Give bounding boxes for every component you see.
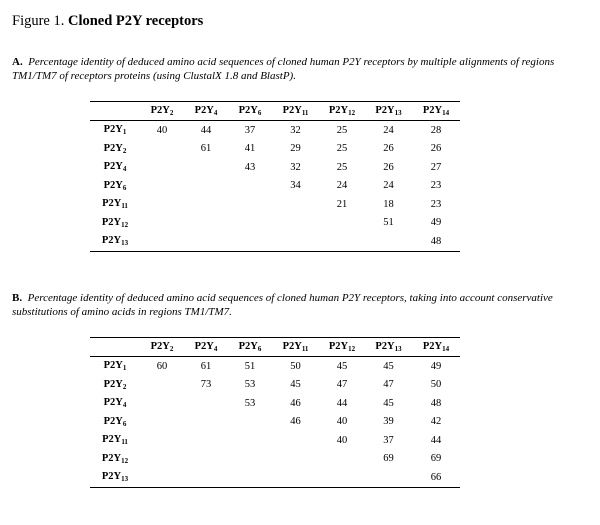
table-row: [90, 413, 460, 432]
table-row: [90, 431, 460, 450]
receptor-name: P2Y: [103, 179, 123, 191]
identity-value: 27: [430, 161, 442, 173]
identity-value: [319, 468, 365, 487]
identity-value: 66: [412, 468, 460, 487]
identity-value: [184, 232, 228, 251]
receptor-subscript: 13: [121, 475, 129, 484]
identity-value: [184, 431, 228, 450]
receptor-name: P2Y: [101, 235, 122, 247]
identity-value: 60: [156, 360, 168, 372]
identity-value: 25: [336, 143, 348, 155]
receptor-subscript: 6: [257, 345, 262, 353]
caption-b-letter: B.: [12, 292, 23, 304]
identity-value: 25: [336, 124, 348, 136]
identity-value: 32: [290, 161, 301, 173]
row-header: [90, 158, 140, 177]
identity-value: [140, 158, 184, 177]
identity-value: 24: [383, 124, 394, 136]
identity-value: 69: [383, 453, 394, 465]
identity-value: 48: [412, 232, 460, 251]
identity-value: 46: [290, 416, 301, 428]
receptor-subscript: 6: [122, 419, 127, 428]
receptor-subscript: 11: [301, 345, 309, 353]
identity-value: 48: [430, 397, 442, 409]
table-row: [90, 158, 460, 177]
identity-value: 47: [383, 379, 394, 391]
receptor-name: P2Y: [103, 360, 123, 372]
identity-value: 43: [244, 161, 256, 173]
column-header: [272, 338, 319, 357]
table-row: [90, 468, 460, 487]
column-header: [365, 102, 412, 121]
identity-value: 45: [290, 379, 301, 391]
identity-value: 44: [336, 397, 348, 409]
receptor-name: P2Y: [194, 341, 214, 352]
table-row: [90, 195, 460, 214]
receptor-subscript: 11: [121, 438, 128, 447]
receptor-subscript: 6: [122, 183, 127, 192]
identity-value: 41: [244, 143, 256, 155]
column-header: [319, 338, 365, 357]
identity-value: 69: [430, 453, 442, 465]
identity-value: 39: [383, 416, 394, 428]
receptor-name: P2Y: [238, 341, 258, 352]
caption-a-text: Percentage identity of deduced amino acid sequences of cloned human P2Y receptors by multiple alignments of regions TM1/TM7 of receptors proteins (using ClustalX 1.8 and BlastP).: [12, 56, 555, 82]
identity-value: 44: [200, 124, 212, 136]
identity-value: [319, 214, 365, 233]
figure-title: [12, 13, 203, 30]
receptor-name: P2Y: [102, 198, 122, 210]
row-header: [90, 177, 140, 196]
receptor-name: P2Y: [328, 105, 349, 116]
receptor-subscript: 2: [169, 345, 174, 353]
receptor-name: P2Y: [103, 378, 123, 390]
identity-value: 21: [336, 198, 348, 210]
row-header: [90, 232, 140, 251]
identity-value: 44: [430, 434, 442, 446]
receptor-subscript: 2: [122, 146, 127, 155]
identity-value: 61: [200, 360, 212, 372]
identity-value: [272, 431, 319, 450]
identity-value: 26: [383, 143, 394, 155]
identity-value: 49: [430, 217, 442, 229]
row-header: [90, 140, 140, 159]
identity-value: 50: [290, 360, 301, 372]
identity-value: 53: [244, 397, 256, 409]
identity-value: 61: [200, 143, 212, 155]
receptor-name: P2Y: [103, 415, 123, 427]
identity-value: 40: [336, 416, 348, 428]
receptor-subscript: 13: [394, 345, 402, 353]
identity-value: [228, 413, 272, 432]
row-header: [90, 357, 140, 376]
table-row: [90, 214, 460, 233]
receptor-subscript: 1: [122, 364, 127, 373]
identity-value: [184, 158, 228, 177]
row-header: [90, 413, 140, 432]
caption-b-text: Percentage identity of deduced amino acid sequences of cloned human P2Y receptors, taking into account conservative substitutions of amino acids in regions TM1/TM7.: [12, 292, 553, 318]
row-header: [90, 121, 140, 140]
receptor-name: P2Y: [238, 105, 258, 116]
table-row: [90, 357, 460, 376]
receptor-name: P2Y: [103, 124, 123, 136]
identity-value: 23: [430, 180, 442, 192]
identity-value: [272, 195, 319, 214]
identity-value: [228, 468, 272, 487]
identity-value: [228, 431, 272, 450]
identity-value: 45: [383, 397, 394, 409]
identity-value: 73: [200, 379, 212, 391]
identity-value: 50: [430, 379, 442, 391]
receptor-subscript: 13: [121, 239, 129, 248]
receptor-name: P2Y: [103, 397, 123, 409]
receptor-subscript: 4: [213, 109, 218, 117]
receptor-name: P2Y: [103, 161, 123, 173]
receptor-subscript: 12: [348, 109, 356, 117]
receptor-subscript: 12: [348, 345, 356, 353]
identity-value: 40: [336, 434, 348, 446]
receptor-subscript: 14: [442, 345, 450, 353]
receptor-name: P2Y: [422, 105, 443, 116]
column-header: [140, 338, 184, 357]
row-header: [90, 468, 140, 487]
row-header: [90, 450, 140, 469]
receptor-name: P2Y: [101, 216, 122, 228]
column-header: [184, 102, 228, 121]
receptor-name: P2Y: [101, 452, 122, 464]
identity-value: 53: [244, 379, 256, 391]
identity-value: 45: [383, 360, 394, 372]
identity-value: [319, 450, 365, 469]
receptor-name: P2Y: [101, 471, 122, 483]
identity-value: 26: [430, 143, 442, 155]
identity-value: [228, 195, 272, 214]
column-header: [228, 338, 272, 357]
table-row: [90, 376, 460, 395]
column-header: [365, 338, 412, 357]
column-header: [272, 102, 319, 121]
identity-table-b: [90, 337, 460, 488]
receptor-subscript: 2: [122, 382, 127, 391]
identity-value: [140, 195, 184, 214]
receptor-name: P2Y: [375, 341, 395, 352]
identity-value: [140, 232, 184, 251]
identity-value: 51: [244, 360, 256, 372]
caption-a: [12, 55, 592, 83]
column-header: [228, 102, 272, 121]
identity-value: 26: [383, 161, 394, 173]
caption-b: [12, 291, 592, 319]
identity-value: 24: [336, 180, 348, 192]
identity-value: [184, 413, 228, 432]
receptor-name: P2Y: [102, 434, 122, 446]
identity-value: 51: [383, 217, 394, 229]
identity-value: 40: [156, 124, 168, 136]
column-header: [412, 102, 460, 121]
table-row: [90, 140, 460, 159]
receptor-subscript: 4: [122, 401, 127, 410]
receptor-subscript: 11: [121, 202, 128, 211]
identity-value: [184, 214, 228, 233]
identity-value: [184, 468, 228, 487]
receptor-subscript: 4: [213, 345, 218, 353]
identity-value: [228, 450, 272, 469]
identity-value: 23: [430, 198, 442, 210]
corner-cell: [90, 102, 140, 121]
identity-value: [140, 140, 184, 159]
receptor-name: P2Y: [194, 105, 214, 116]
identity-value: 18: [383, 198, 394, 210]
receptor-subscript: 11: [301, 109, 309, 117]
identity-value: 37: [244, 124, 256, 136]
identity-value: [184, 450, 228, 469]
table-row: [90, 177, 460, 196]
table-header-row: [90, 338, 460, 357]
identity-value: 32: [290, 124, 301, 136]
identity-value: [140, 376, 184, 395]
identity-value: [228, 232, 272, 251]
identity-value: 25: [336, 161, 348, 173]
identity-value: [228, 214, 272, 233]
receptor-subscript: 12: [121, 456, 129, 465]
table-row: [90, 121, 460, 140]
receptor-subscript: 1: [122, 128, 127, 137]
identity-value: [140, 394, 184, 413]
caption-a-letter: A.: [12, 56, 23, 68]
figure-label: Figure 1.: [12, 13, 65, 29]
receptor-subscript: 12: [121, 220, 129, 229]
identity-value: [184, 177, 228, 196]
identity-value: 45: [336, 360, 348, 372]
table-row: [90, 394, 460, 413]
receptor-subscript: 14: [442, 109, 450, 117]
identity-value: [184, 195, 228, 214]
receptor-name: P2Y: [375, 105, 395, 116]
identity-value: 29: [290, 143, 301, 155]
receptor-subscript: 2: [169, 109, 174, 117]
identity-value: [272, 232, 319, 251]
column-header: [140, 102, 184, 121]
identity-value: [272, 214, 319, 233]
column-header: [319, 102, 365, 121]
receptor-name: P2Y: [103, 142, 123, 154]
identity-value: [140, 214, 184, 233]
receptor-name: P2Y: [422, 341, 443, 352]
identity-value: 49: [430, 360, 442, 372]
row-header: [90, 394, 140, 413]
identity-value: [140, 413, 184, 432]
figure-heading: Cloned P2Y receptors: [67, 13, 204, 29]
receptor-name: P2Y: [150, 105, 170, 116]
identity-value: [184, 394, 228, 413]
identity-value: [365, 468, 412, 487]
receptor-name: P2Y: [150, 341, 170, 352]
identity-value: [272, 468, 319, 487]
column-header: [412, 338, 460, 357]
identity-value: [140, 468, 184, 487]
identity-value: [140, 450, 184, 469]
identity-value: [140, 177, 184, 196]
receptor-name: P2Y: [328, 341, 349, 352]
row-header: [90, 376, 140, 395]
identity-value: 24: [383, 180, 394, 192]
identity-value: 46: [290, 397, 301, 409]
table-row: [90, 232, 460, 251]
identity-value: 28: [430, 124, 442, 136]
identity-value: 34: [290, 180, 301, 192]
identity-value: 42: [430, 416, 442, 428]
row-header: [90, 431, 140, 450]
identity-value: [228, 177, 272, 196]
row-header: [90, 214, 140, 233]
identity-value: 47: [336, 379, 348, 391]
identity-value: [365, 232, 412, 251]
identity-value: [140, 431, 184, 450]
receptor-subscript: 13: [394, 109, 402, 117]
identity-table-a: [90, 101, 460, 252]
receptor-name: P2Y: [282, 341, 302, 352]
receptor-subscript: 4: [122, 165, 127, 174]
identity-value: 37: [383, 434, 394, 446]
receptor-subscript: 6: [257, 109, 262, 117]
identity-value: [272, 450, 319, 469]
row-header: [90, 195, 140, 214]
column-header: [184, 338, 228, 357]
table-row: [90, 450, 460, 469]
identity-value: [319, 232, 365, 251]
corner-cell: [90, 338, 140, 357]
receptor-name: P2Y: [282, 105, 302, 116]
table-header-row: [90, 102, 460, 121]
